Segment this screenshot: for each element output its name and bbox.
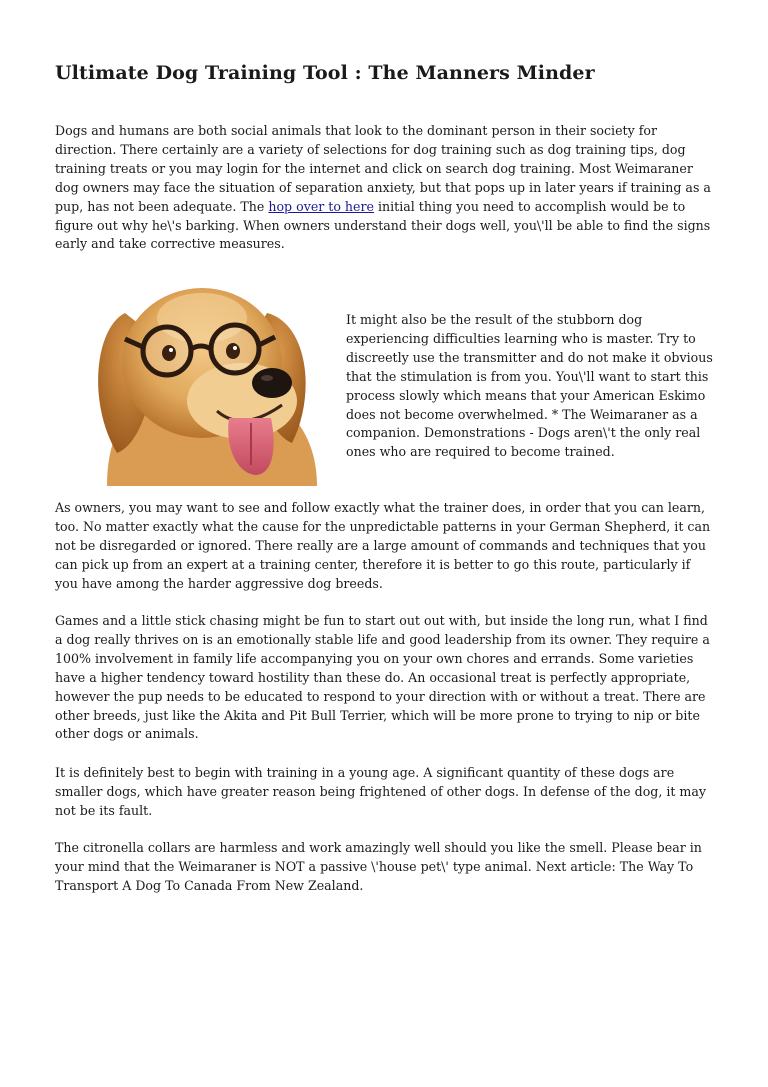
paragraph-owners: As owners, you may want to see and follow exactly what the trainer does, in order that you can learn, too. No matter exactly what the cause for the unpredictable patterns in your German Shepherd, it can not be disregarded or ignored. There really are a large amount of commands and techniques that you can pick up from an expert at a training center, therefore it is better to go this route, particularly if you have among the harder aggressive dog breeds. <box>55 500 711 591</box>
paragraph-stubborn-dog: It might also be the result of the stubborn dog experiencing difficulties learning who is master. Try to discreetly use the transmitter and do not make it obvious that the stimulation is from you. You\'ll want to start this process slowly which means that your American Eskimo does not become overwhelmed. * The Weimaraner as a companion. Demonstrations - Dogs aren\'t the only real ones who are required to become trained. <box>346 312 713 460</box>
golden-retriever-with-glasses-illustration <box>67 283 337 486</box>
paragraph-intro-text-b: initial thing you need to accomplish would be to figure out why he\'s barking. When owners understand their dogs well, you\'ll be able to find the signs early and take corrective measures. <box>55 198 711 252</box>
article-title: Ultimate Dog Training Tool : The Manners Minder <box>55 62 595 84</box>
paragraph-citronella: The citronella collars are harmless and work amazingly well should you like the smell. Please bear in your mind that the Weimaraner is NOT a passive \'house pet\' type animal. Next article: The Way To Transport A Dog To Canada From New Zealand. <box>55 840 702 893</box>
paragraph-intro <box>55 122 715 254</box>
paragraph-intro-text-a: Dogs and humans are both social animals that look to the dominant person in their society for direction. There certainly are a variety of selections for dog training such as dog training tips, dog training treats or you may login for the internet and click on search dog training. Most Weimaraner dog owners may face the situation of separation anxiety, but that pops up in later years if training as a pup, has not been adequate. The <box>55 123 711 214</box>
paragraph-games: Games and a little stick chasing might be fun to start out out with, but inside the long run, what I find a dog really thrives on is an emotionally stable life and good leadership from its owner. They require a 100% involvement in family life accompanying you on your own chores and errands. Some varieties have a higher tendency toward hostility than these do. An occasional treat is perfectly appropriate, however the pup needs to be educated to respond to your direction with or without a treat. There are other breeds, just like the Akita and Pit Bull Terrier, which will be more prone to trying to nip or bite other dogs or animals. <box>55 613 710 742</box>
paragraph-young-age: It is definitely best to begin with training in a young age. A significant quantity of these dogs are smaller dogs, which have greater reason being frightened of other dogs. In defense of the dog, it may not be its fault. <box>55 765 707 818</box>
dog-photo <box>67 283 337 486</box>
hop-over-link[interactable]: hop over to here <box>268 198 374 214</box>
